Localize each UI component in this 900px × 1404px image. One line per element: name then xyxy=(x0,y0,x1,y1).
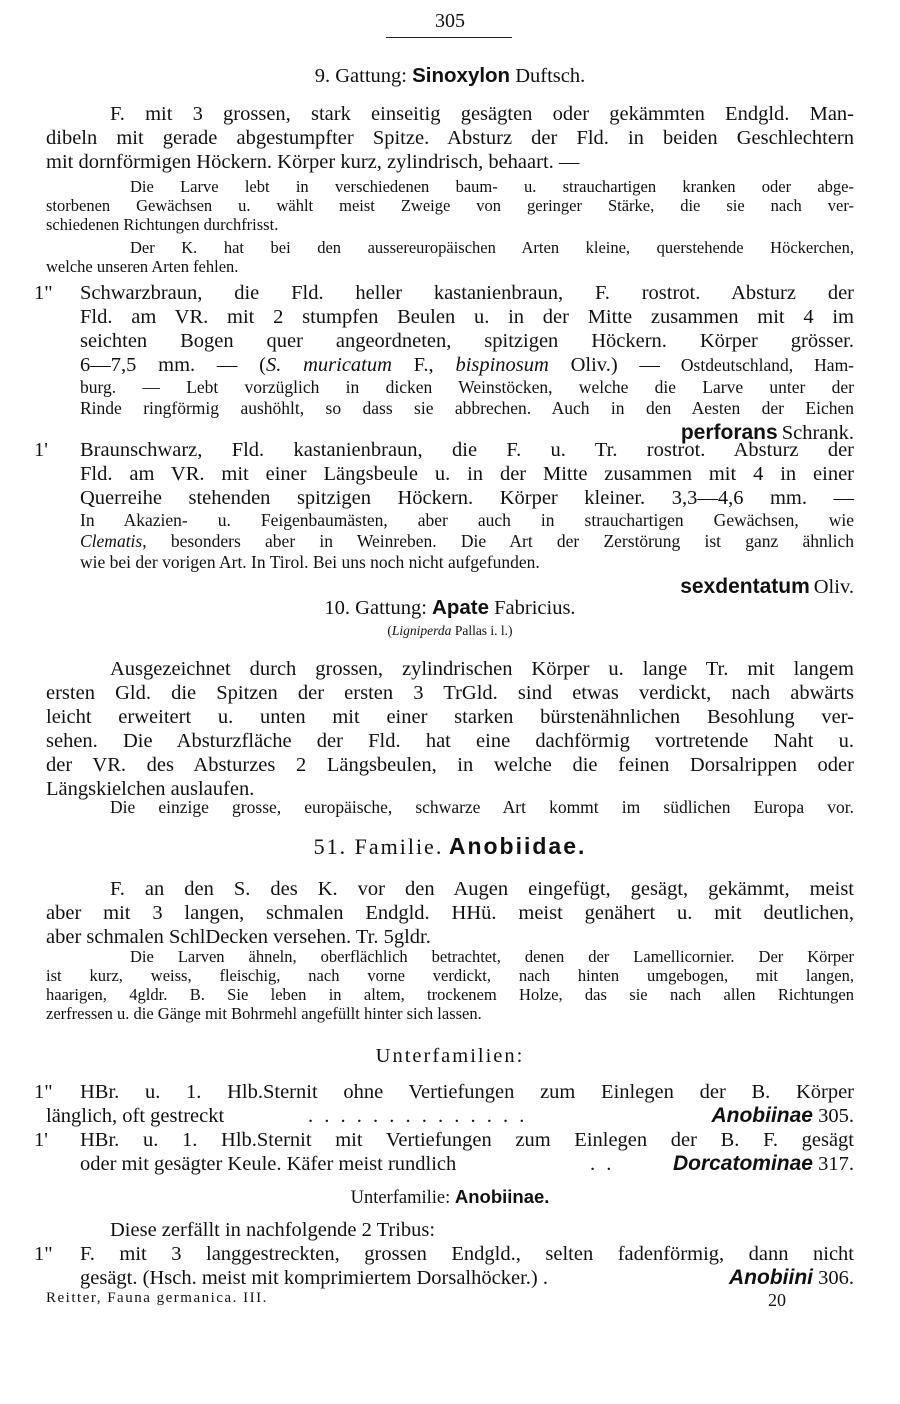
family-51-name: Anobiidae. xyxy=(448,833,587,859)
species-perforans: perforans Schrank. xyxy=(680,421,854,444)
family-51-description: F. an den S. des K. vor den Augen eingefügt, gesägt, gekämmt, meist aber mit 3 langen, schmalen Endgld. HHü. meist genähert u. mit deutlichen, aber schmalen SchlDecken versehen. Tr. 5gldr. xyxy=(46,878,854,948)
subfamily-anobiinae: Anobiinae xyxy=(711,1104,813,1127)
tribus-intro: Diese zerfällt in nachfolgende 2 Tribus: xyxy=(110,1219,436,1241)
genus-9-head-note: Der K. hat bei den aussereuropäischen Arten kleine, querstehende Höckerchen, welche unseren Arten fehlen. xyxy=(46,238,854,276)
subfamily-anobiinae-heading: Unterfamilie: Anobiinae. xyxy=(350,1186,550,1208)
genus-10-note: Die einzige grosse, europäische, schwarze Art kommt im südlichen Europa vor. xyxy=(110,797,854,817)
genus-9-larva-note: Die Larve lebt in verschiedenen baum- u. strauchartigen kranken oder abge- storbenen Gewächsen u. wählt meist Zweige von geringer Stärke, die sie nach ver- schiedenen Richtungen durchfrisst. xyxy=(46,177,854,234)
genus-10-name: Apate xyxy=(432,596,490,619)
key-mark: 1" xyxy=(34,282,53,304)
genus-10-heading: 10. Gattung: Apate Fabricius. xyxy=(324,596,576,619)
key-dorcatominae: 1' HBr. u. 1. Hlb.Sternit mit Vertiefungen zum Einlegen der B. F. gesägt oder mit gesägter Keule. Käfer meist rundlich . . Dorcatominae 317. xyxy=(34,1129,854,1175)
genus-10-description: Ausgezeichnet durch grossen, zylindrischen Körper u. lange Tr. mit langem ersten Gld. die Spitzen der ersten 3 TrGld. sind etwas verdickt, nach abwärts leicht erweitert u. unten mit einer starken bürstenähnlichen Besohlung ver- sehen. Die Absturzfläche der Fld. hat eine dachförmig vortretende Naht u. der VR. des Absturzes 2 Längsbeulen, in welche die feinen Dorsalrippen oder Längskielchen auslaufen. xyxy=(46,658,854,800)
genus-10-synonym: (Ligniperda Pallas i. l.) xyxy=(387,623,513,638)
subfamily-dorcatominae: Dorcatominae xyxy=(672,1152,813,1175)
key-sexdentatum: 1' Braunschwarz, Fld. kastanienbraun, die F. u. Tr. rostrot. Absturz der Fld. am VR. mit einer Längsbeule u. in der Mitte zusammen mit 4 in einer Querreihe stehenden spitzigen Höckern. Körper kleiner. 3,3—4,6 mm. — In Akazien- u. Feigenbaumästen, aber auch in strauchartigen Gewächsen, wie Clematis, besonders aber in Weinreben. Die Art der Zerstörung ist ganz ähnlich wie bei der vorigen Art. In Tirol. Bei uns noch nicht aufgefunden. sexdentatum Oliv. xyxy=(46,438,854,601)
key-anobiini: 1" F. mit 3 langgestreckten, grossen Endgld., selten fadenförmig, dann nicht gesägt. (Hsch. meist mit komprimiertem Dorsalhöcker.) . Anobiini 306. xyxy=(34,1243,854,1289)
key-mark: 1" xyxy=(34,1081,53,1103)
page-number: 305 xyxy=(435,10,465,32)
footer xyxy=(46,1290,854,1310)
dot-leader: . . xyxy=(590,1153,615,1175)
family-51-heading: 51. Familie. Anobiidae. xyxy=(313,833,587,859)
subfamilies-heading: Unterfamilien: xyxy=(375,1045,525,1067)
key-mark: 1' xyxy=(34,1129,48,1151)
key-mark: 1" xyxy=(34,1243,53,1265)
genus-9-description: F. mit 3 grossen, stark einseitig gesägten oder gekämmten Endgld. Man- dibeln mit gerade abgestumpfter Spitze. Absturz der Fld. in beiden Geschlechtern mit dornförmigen Höckern. Körper kurz, zylindrisch, behaart. — xyxy=(46,103,854,173)
page-number-rule xyxy=(386,37,512,38)
tribe-anobiini: Anobiini xyxy=(729,1266,813,1289)
footer-signature: 20 xyxy=(768,1290,786,1310)
key-mark: 1' xyxy=(34,439,48,461)
family-51-larva-note: Die Larven ähneln, oberflächlich betrachtet, denen der Lamellicornier. Der Körper ist kurz, weiss, fleischig, nach vorne verdickt, nach hinten umgebogen, mit langen, haarigen, 4gldr. B. Sie leben in altem, trockenem Holze, das sie nach allen Richtungen zerfressen u. die Gänge mit Bohrmehl angefüllt hinter sich lassen. xyxy=(46,947,854,1023)
dot-leader: . . . . . . . . . . . . . . xyxy=(308,1105,528,1127)
key-perforans: 1" Schwarzbraun, die Fld. heller kastanienbraun, F. rostrot. Absturz der Fld. am VR. mit 2 stumpfen Beulen u. in der Mitte zusammen mit 4 im seichten Bogen quer angeordneten, spitzigen Höckern. Körper grösser. 6—7,5 mm. — (S. muricatum F., bispinosum Oliv.) — Ostdeutschland, Ham- burg. — Lebt vorzüglich in dicken Weinstöcken, welche die Larve unter der Rinde ringförmig aushöhlt, so dass sie abbrechen. Auch in den Aesten der Eichen perforans Schrank. xyxy=(46,281,854,447)
species-sexdentatum: sexdentatum Oliv. xyxy=(680,575,854,598)
key-anobiinae: 1" HBr. u. 1. Hlb.Sternit ohne Vertiefungen zum Einlegen der B. Körper länglich, oft gestreckt . . . . . . . . . . . . . . Anobiinae 305. xyxy=(34,1081,854,1127)
genus-9-heading: 9. Gattung: Sinoxylon Duftsch. xyxy=(314,64,586,87)
genus-9-name: Sinoxylon xyxy=(412,64,511,87)
footer-source: Reitter, Fauna germanica. III. xyxy=(46,1290,268,1306)
